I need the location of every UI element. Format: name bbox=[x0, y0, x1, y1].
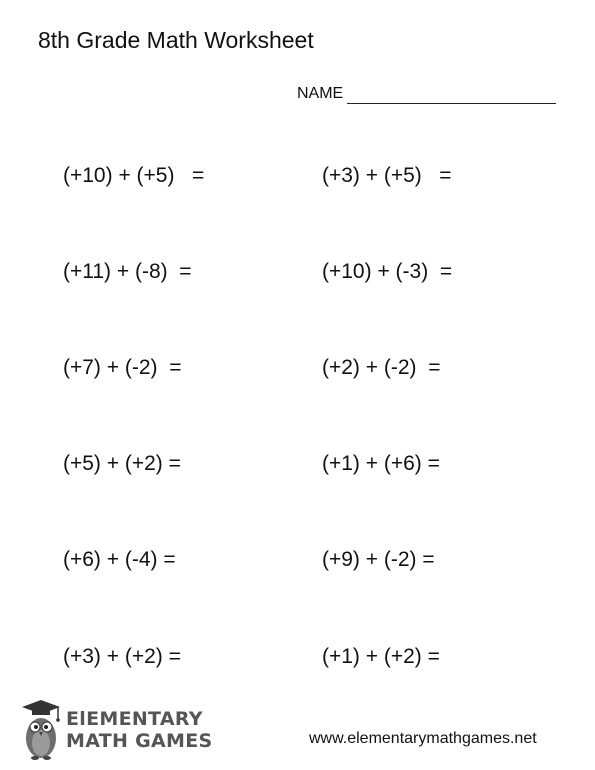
problem-2: (+3) + (+5) = bbox=[322, 164, 452, 187]
problem-4: (+10) + (-3) = bbox=[322, 260, 453, 283]
owl-mascot-icon bbox=[20, 697, 62, 763]
name-blank-line bbox=[347, 84, 556, 104]
worksheet-title: 8th Grade Math Worksheet bbox=[38, 27, 314, 53]
problem-1: (+10) + (+5) = bbox=[63, 164, 205, 187]
logo-wordmark bbox=[66, 708, 212, 752]
problem-9: (+6) + (-4) = bbox=[63, 548, 176, 571]
logo-line-2: MATH GAMES bbox=[66, 730, 213, 752]
problem-12: (+1) + (+2) = bbox=[322, 645, 440, 668]
problem-3: (+11) + (-8) = bbox=[63, 260, 192, 283]
problem-6: (+2) + (-2) = bbox=[322, 356, 441, 379]
problem-5: (+7) + (-2) = bbox=[63, 356, 182, 379]
logo-line-1: ElEMENTARY bbox=[66, 708, 203, 730]
problem-7: (+5) + (+2) = bbox=[63, 452, 181, 475]
name-field bbox=[297, 84, 556, 104]
problem-11: (+3) + (+2) = bbox=[63, 645, 181, 668]
site-logo bbox=[20, 697, 212, 763]
problem-8: (+1) + (+6) = bbox=[322, 452, 440, 475]
problem-10: (+9) + (-2) = bbox=[322, 548, 435, 571]
website-url: www.elementarymathgames.net bbox=[309, 730, 537, 747]
name-label: NAME bbox=[297, 85, 344, 102]
